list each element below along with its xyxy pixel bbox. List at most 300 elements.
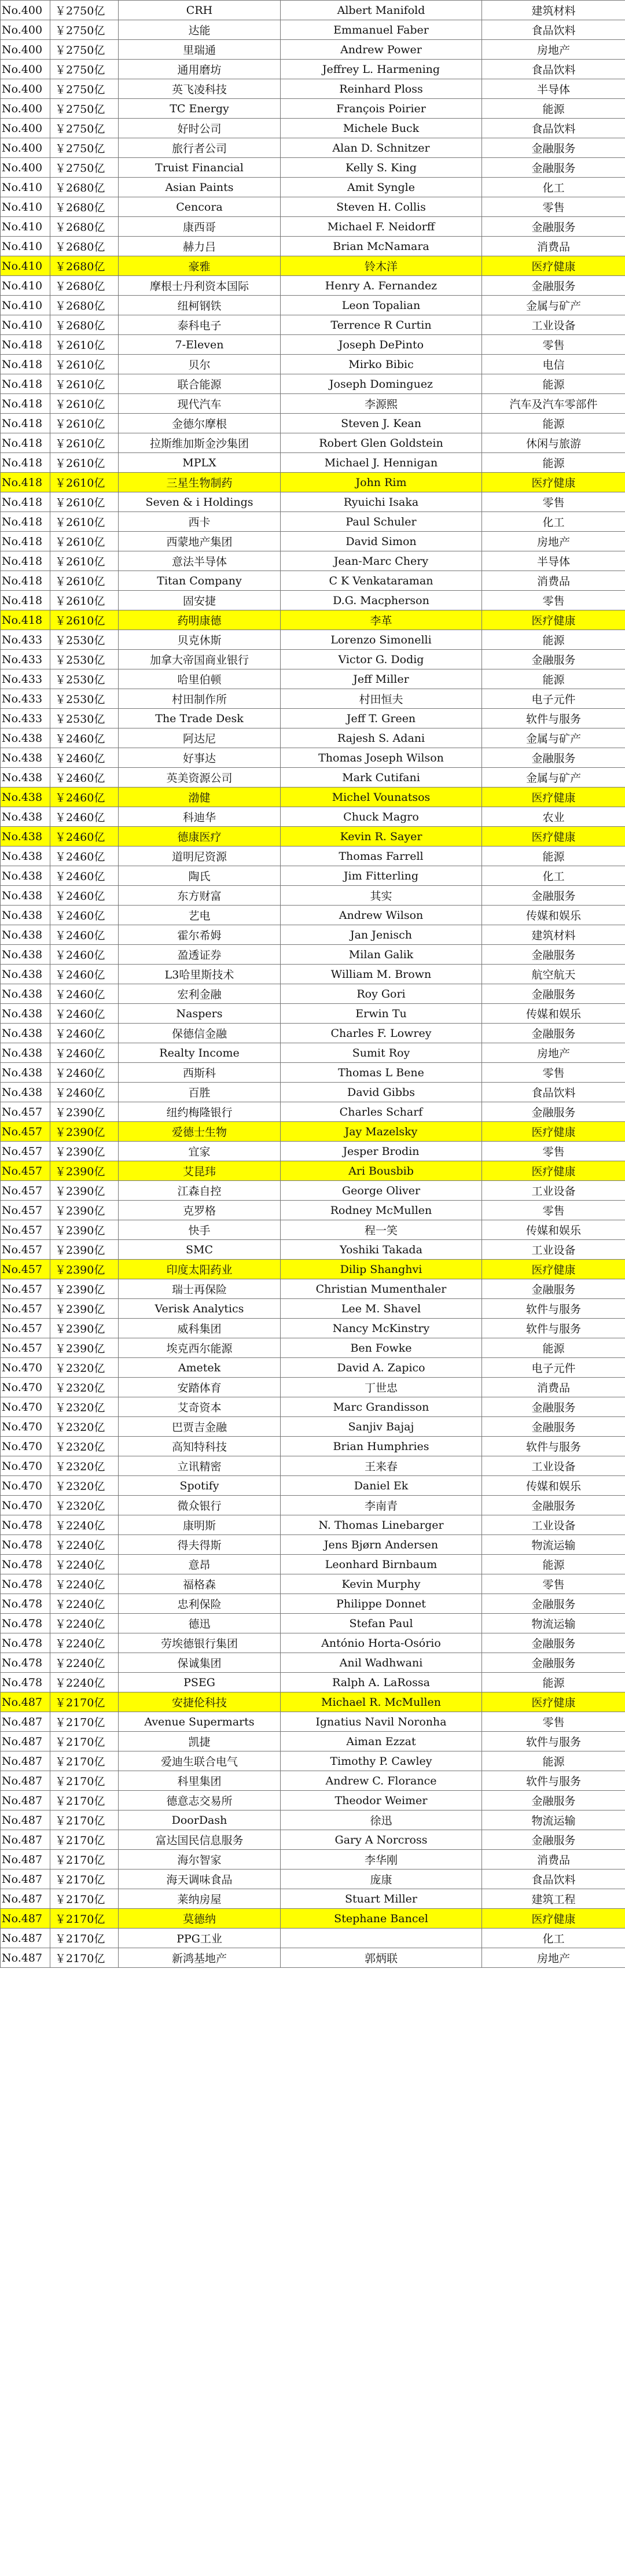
rank-cell: No.418	[1, 512, 50, 532]
rank-cell: No.418	[1, 414, 50, 433]
net-worth-cell: ￥2610亿	[50, 591, 119, 610]
table-row	[1, 1358, 625, 1378]
table-row	[1, 1555, 625, 1574]
person-cell: Michael J. Hennigan	[281, 453, 482, 473]
net-worth-cell: ￥2390亿	[50, 1240, 119, 1260]
table-row	[1, 551, 625, 571]
person-cell: Michel Vounatsos	[281, 787, 482, 807]
net-worth-cell: ￥2170亿	[50, 1929, 119, 1948]
industry-cell: 金融服务	[482, 650, 625, 669]
person-cell: Dilip Shanghvi	[281, 1260, 482, 1279]
person-cell: Jan Jenisch	[281, 925, 482, 945]
person-cell: Amit Syngle	[281, 178, 482, 197]
rank-cell: No.487	[1, 1692, 50, 1712]
rank-cell: No.470	[1, 1358, 50, 1378]
company-cell: PPG工业	[119, 1929, 281, 1948]
company-cell: 印度太阳药业	[119, 1260, 281, 1279]
company-cell: 海尔智家	[119, 1850, 281, 1870]
person-cell: William M. Brown	[281, 965, 482, 984]
rank-cell: No.487	[1, 1791, 50, 1810]
person-cell: Andrew Power	[281, 40, 482, 60]
table-row	[1, 1456, 625, 1476]
industry-cell: 软件与服务	[482, 1732, 625, 1751]
net-worth-cell: ￥2240亿	[50, 1515, 119, 1535]
company-cell: 富达国民信息服务	[119, 1830, 281, 1850]
net-worth-cell: ￥2390亿	[50, 1122, 119, 1142]
person-cell: Aiman Ezzat	[281, 1732, 482, 1751]
company-cell: 现代汽车	[119, 394, 281, 414]
person-cell: Thomas Farrell	[281, 847, 482, 866]
net-worth-cell: ￥2610亿	[50, 512, 119, 532]
industry-cell: 金融服务	[482, 1417, 625, 1437]
rank-cell: No.410	[1, 315, 50, 335]
table-row	[1, 709, 625, 728]
person-cell: Anil Wadhwani	[281, 1653, 482, 1673]
net-worth-cell: ￥2240亿	[50, 1555, 119, 1574]
net-worth-cell: ￥2610亿	[50, 433, 119, 453]
table-row	[1, 1732, 625, 1751]
rank-cell: No.418	[1, 335, 50, 355]
net-worth-cell: ￥2680亿	[50, 237, 119, 256]
company-cell: 德意志交易所	[119, 1791, 281, 1810]
company-cell: 安捷伦科技	[119, 1692, 281, 1712]
rank-cell: No.457	[1, 1201, 50, 1220]
industry-cell: 食品饮料	[482, 1083, 625, 1102]
rank-cell: No.478	[1, 1633, 50, 1653]
rank-cell: No.438	[1, 965, 50, 984]
industry-cell: 化工	[482, 178, 625, 197]
company-cell: 艾奇资本	[119, 1397, 281, 1417]
company-cell: 凯捷	[119, 1732, 281, 1751]
person-cell: Sanjiv Bajaj	[281, 1417, 482, 1437]
table-row	[1, 119, 625, 138]
industry-cell: 电子元件	[482, 689, 625, 709]
rank-cell: No.457	[1, 1220, 50, 1240]
rank-cell: No.400	[1, 119, 50, 138]
company-cell: Truist Financial	[119, 158, 281, 178]
net-worth-cell: ￥2530亿	[50, 709, 119, 728]
industry-cell: 工业设备	[482, 1515, 625, 1535]
rank-cell: No.400	[1, 60, 50, 79]
industry-cell: 化工	[482, 1929, 625, 1948]
person-cell: Rajesh S. Adani	[281, 728, 482, 748]
net-worth-cell: ￥2750亿	[50, 60, 119, 79]
net-worth-cell: ￥2460亿	[50, 827, 119, 847]
rank-cell: No.400	[1, 1, 50, 20]
industry-cell: 医疗健康	[482, 1161, 625, 1181]
industry-cell: 零售	[482, 1201, 625, 1220]
rank-cell: No.470	[1, 1476, 50, 1496]
industry-cell: 能源	[482, 99, 625, 119]
rank-cell: No.478	[1, 1574, 50, 1594]
person-cell: François Poirier	[281, 99, 482, 119]
industry-cell: 金融服务	[482, 1024, 625, 1043]
industry-cell: 消费品	[482, 237, 625, 256]
industry-cell: 医疗健康	[482, 473, 625, 492]
industry-cell: 金融服务	[482, 158, 625, 178]
net-worth-cell: ￥2390亿	[50, 1279, 119, 1299]
person-cell: Jeff Miller	[281, 669, 482, 689]
industry-cell: 工业设备	[482, 1240, 625, 1260]
table-row	[1, 1535, 625, 1555]
net-worth-cell: ￥2170亿	[50, 1830, 119, 1850]
person-cell: 丁世忠	[281, 1378, 482, 1397]
net-worth-cell: ￥2320亿	[50, 1358, 119, 1378]
rank-cell: No.470	[1, 1417, 50, 1437]
table-row	[1, 610, 625, 630]
company-cell: Spotify	[119, 1476, 281, 1496]
company-cell: TC Energy	[119, 99, 281, 119]
person-cell: António Horta-Osório	[281, 1633, 482, 1653]
rank-cell: No.470	[1, 1456, 50, 1476]
table-row	[1, 748, 625, 768]
company-cell: 贝克休斯	[119, 630, 281, 650]
table-row	[1, 1220, 625, 1240]
person-cell: Mark Cutifani	[281, 768, 482, 787]
company-cell: 福格森	[119, 1574, 281, 1594]
industry-cell: 物流运输	[482, 1535, 625, 1555]
net-worth-cell: ￥2750亿	[50, 1, 119, 20]
company-cell: 贝尔	[119, 355, 281, 374]
rank-cell: No.457	[1, 1240, 50, 1260]
person-cell: Stephane Bancel	[281, 1909, 482, 1929]
net-worth-cell: ￥2170亿	[50, 1791, 119, 1810]
rank-cell: No.438	[1, 906, 50, 925]
industry-cell: 能源	[482, 1555, 625, 1574]
rank-cell: No.487	[1, 1889, 50, 1909]
table-row	[1, 1437, 625, 1456]
industry-cell: 零售	[482, 335, 625, 355]
table-row	[1, 276, 625, 296]
rank-cell: No.418	[1, 473, 50, 492]
net-worth-cell: ￥2390亿	[50, 1299, 119, 1319]
person-cell: Lorenzo Simonelli	[281, 630, 482, 650]
rank-cell: No.457	[1, 1102, 50, 1122]
rank-cell: No.400	[1, 40, 50, 60]
table-row	[1, 1240, 625, 1260]
industry-cell: 医疗健康	[482, 787, 625, 807]
rank-cell: No.438	[1, 866, 50, 886]
rank-cell: No.487	[1, 1810, 50, 1830]
table-row	[1, 1476, 625, 1496]
company-cell: CRH	[119, 1, 281, 20]
table-row	[1, 650, 625, 669]
rank-cell: No.438	[1, 807, 50, 827]
table-row	[1, 197, 625, 217]
company-cell: 拉斯维加斯金沙集团	[119, 433, 281, 453]
industry-cell: 食品饮料	[482, 1870, 625, 1889]
table-row	[1, 60, 625, 79]
net-worth-cell: ￥2680亿	[50, 178, 119, 197]
net-worth-cell: ￥2460亿	[50, 1004, 119, 1024]
net-worth-cell: ￥2240亿	[50, 1653, 119, 1673]
company-cell: 康明斯	[119, 1515, 281, 1535]
person-cell: Sumit Roy	[281, 1043, 482, 1063]
person-cell: Jesper Brodin	[281, 1142, 482, 1161]
industry-cell: 传媒和娱乐	[482, 1004, 625, 1024]
person-cell: Andrew C. Florance	[281, 1771, 482, 1791]
table-row	[1, 1319, 625, 1338]
net-worth-cell: ￥2460亿	[50, 748, 119, 768]
company-cell: Naspers	[119, 1004, 281, 1024]
company-cell: 科里集团	[119, 1771, 281, 1791]
rank-cell: No.457	[1, 1299, 50, 1319]
industry-cell: 房地产	[482, 1043, 625, 1063]
person-cell: 郭炳联	[281, 1948, 482, 1968]
industry-cell: 金融服务	[482, 1496, 625, 1515]
industry-cell: 工业设备	[482, 1456, 625, 1476]
company-cell: 忠利保险	[119, 1594, 281, 1614]
company-cell: 微众银行	[119, 1496, 281, 1515]
person-cell: Yoshiki Takada	[281, 1240, 482, 1260]
company-cell: 康西哥	[119, 217, 281, 237]
table-row	[1, 1417, 625, 1437]
net-worth-cell: ￥2460亿	[50, 768, 119, 787]
table-row	[1, 1004, 625, 1024]
person-cell: Rodney McMullen	[281, 1201, 482, 1220]
net-worth-cell: ￥2240亿	[50, 1594, 119, 1614]
rank-cell: No.433	[1, 709, 50, 728]
rank-cell: No.410	[1, 197, 50, 217]
person-cell: Mirko Bibic	[281, 355, 482, 374]
industry-cell: 金融服务	[482, 945, 625, 965]
net-worth-cell: ￥2170亿	[50, 1889, 119, 1909]
industry-cell: 金融服务	[482, 748, 625, 768]
company-cell: 得夫得斯	[119, 1535, 281, 1555]
industry-cell: 零售	[482, 591, 625, 610]
table-row	[1, 1142, 625, 1161]
company-cell: 赫力吕	[119, 237, 281, 256]
table-row	[1, 1870, 625, 1889]
table-row	[1, 1653, 625, 1673]
net-worth-cell: ￥2170亿	[50, 1948, 119, 1968]
table-row	[1, 906, 625, 925]
company-cell: Ametek	[119, 1358, 281, 1378]
person-cell: Jean-Marc Chery	[281, 551, 482, 571]
net-worth-cell: ￥2170亿	[50, 1870, 119, 1889]
industry-cell: 建筑材料	[482, 925, 625, 945]
net-worth-cell: ￥2240亿	[50, 1614, 119, 1633]
company-cell: PSEG	[119, 1673, 281, 1692]
rank-cell: No.438	[1, 984, 50, 1004]
industry-cell: 消费品	[482, 1850, 625, 1870]
industry-cell: 金融服务	[482, 1791, 625, 1810]
table-row	[1, 79, 625, 99]
rank-cell: No.410	[1, 237, 50, 256]
table-row	[1, 1614, 625, 1633]
net-worth-cell: ￥2170亿	[50, 1810, 119, 1830]
rank-cell: No.418	[1, 492, 50, 512]
rank-cell: No.438	[1, 787, 50, 807]
industry-cell: 半导体	[482, 79, 625, 99]
table-row	[1, 532, 625, 551]
table-row	[1, 886, 625, 906]
person-cell: Kelly S. King	[281, 158, 482, 178]
person-cell: Emmanuel Faber	[281, 20, 482, 40]
industry-cell: 能源	[482, 1751, 625, 1771]
table-row	[1, 1810, 625, 1830]
net-worth-cell: ￥2460亿	[50, 807, 119, 827]
rank-cell: No.478	[1, 1555, 50, 1574]
net-worth-cell: ￥2320亿	[50, 1437, 119, 1456]
table-row	[1, 1024, 625, 1043]
person-cell: Leon Topalian	[281, 296, 482, 315]
net-worth-cell: ￥2460亿	[50, 906, 119, 925]
person-cell: Jens Bjørn Andersen	[281, 1535, 482, 1555]
company-cell: 立讯精密	[119, 1456, 281, 1476]
company-cell: Avenue Supermarts	[119, 1712, 281, 1732]
person-cell: C K Venkataraman	[281, 571, 482, 591]
rank-cell: No.400	[1, 138, 50, 158]
net-worth-cell: ￥2610亿	[50, 571, 119, 591]
industry-cell: 食品饮料	[482, 119, 625, 138]
company-cell: 摩根士丹利资本国际	[119, 276, 281, 296]
company-cell: 霍尔希姆	[119, 925, 281, 945]
person-cell: 王来春	[281, 1456, 482, 1476]
table-row	[1, 689, 625, 709]
net-worth-cell: ￥2170亿	[50, 1850, 119, 1870]
person-cell: 庞康	[281, 1870, 482, 1889]
company-cell: 好事达	[119, 748, 281, 768]
person-cell: David Simon	[281, 532, 482, 551]
rank-cell: No.457	[1, 1122, 50, 1142]
rank-cell: No.410	[1, 178, 50, 197]
company-cell: 莫德纳	[119, 1909, 281, 1929]
table-row	[1, 1948, 625, 1968]
company-cell: 克罗格	[119, 1201, 281, 1220]
rank-cell: No.478	[1, 1515, 50, 1535]
company-cell: 新鸿基地产	[119, 1948, 281, 1968]
rank-cell: No.418	[1, 532, 50, 551]
company-cell: 西斯科	[119, 1063, 281, 1083]
person-cell: Joseph DePinto	[281, 335, 482, 355]
net-worth-cell: ￥2610亿	[50, 453, 119, 473]
person-cell: Gary A Norcross	[281, 1830, 482, 1850]
company-cell: 瑞士再保险	[119, 1279, 281, 1299]
industry-cell: 金属与矿产	[482, 728, 625, 748]
company-cell: 保德信金融	[119, 1024, 281, 1043]
table-row	[1, 1043, 625, 1063]
company-cell: 加拿大帝国商业银行	[119, 650, 281, 669]
person-cell: Alan D. Schnitzer	[281, 138, 482, 158]
industry-cell: 工业设备	[482, 1181, 625, 1201]
person-cell: Charles F. Lowrey	[281, 1024, 482, 1043]
industry-cell: 零售	[482, 1063, 625, 1083]
company-cell: 达能	[119, 20, 281, 40]
table-row	[1, 1692, 625, 1712]
rank-cell: No.410	[1, 276, 50, 296]
rank-cell: No.470	[1, 1397, 50, 1417]
net-worth-cell: ￥2460亿	[50, 965, 119, 984]
net-worth-cell: ￥2750亿	[50, 119, 119, 138]
table-row	[1, 1338, 625, 1358]
rank-cell: No.438	[1, 945, 50, 965]
rank-cell: No.438	[1, 1004, 50, 1024]
industry-cell: 传媒和娱乐	[482, 906, 625, 925]
table-row	[1, 1515, 625, 1535]
person-cell: Terrence R Curtin	[281, 315, 482, 335]
net-worth-cell: ￥2390亿	[50, 1181, 119, 1201]
net-worth-cell: ￥2320亿	[50, 1397, 119, 1417]
net-worth-cell: ￥2530亿	[50, 689, 119, 709]
company-cell: 英飞凌科技	[119, 79, 281, 99]
industry-cell: 能源	[482, 630, 625, 650]
industry-cell: 金融服务	[482, 1830, 625, 1850]
net-worth-cell: ￥2390亿	[50, 1142, 119, 1161]
company-cell: 金德尔摩根	[119, 414, 281, 433]
industry-cell: 房地产	[482, 40, 625, 60]
company-cell: 好时公司	[119, 119, 281, 138]
net-worth-cell: ￥2170亿	[50, 1751, 119, 1771]
rank-cell: No.487	[1, 1751, 50, 1771]
rank-cell: No.457	[1, 1260, 50, 1279]
industry-cell: 能源	[482, 374, 625, 394]
net-worth-cell: ￥2240亿	[50, 1633, 119, 1653]
rank-cell: No.438	[1, 1024, 50, 1043]
company-cell: DoorDash	[119, 1810, 281, 1830]
net-worth-cell: ￥2610亿	[50, 335, 119, 355]
company-cell: 泰科电子	[119, 315, 281, 335]
net-worth-cell: ￥2750亿	[50, 79, 119, 99]
table-row	[1, 1909, 625, 1929]
industry-cell: 软件与服务	[482, 709, 625, 728]
person-cell: Steven H. Collis	[281, 197, 482, 217]
table-row	[1, 1201, 625, 1220]
person-cell: George Oliver	[281, 1181, 482, 1201]
industry-cell: 金属与矿产	[482, 296, 625, 315]
table-row	[1, 492, 625, 512]
rank-cell: No.457	[1, 1279, 50, 1299]
person-cell: Philippe Donnet	[281, 1594, 482, 1614]
person-cell: Theodor Weimer	[281, 1791, 482, 1810]
industry-cell: 能源	[482, 414, 625, 433]
person-cell: Robert Glen Goldstein	[281, 433, 482, 453]
net-worth-cell: ￥2390亿	[50, 1161, 119, 1181]
net-worth-cell: ￥2610亿	[50, 355, 119, 374]
person-cell: Ralph A. LaRossa	[281, 1673, 482, 1692]
company-cell: 安踏体育	[119, 1378, 281, 1397]
person-cell: 李华刚	[281, 1850, 482, 1870]
table-row	[1, 1673, 625, 1692]
net-worth-cell: ￥2460亿	[50, 925, 119, 945]
net-worth-cell: ￥2390亿	[50, 1220, 119, 1240]
company-cell: 里瑞通	[119, 40, 281, 60]
rank-cell: No.400	[1, 79, 50, 99]
person-cell: Reinhard Ploss	[281, 79, 482, 99]
person-cell: Lee M. Shavel	[281, 1299, 482, 1319]
rank-cell: No.433	[1, 689, 50, 709]
table-row	[1, 1771, 625, 1791]
table-row	[1, 394, 625, 414]
net-worth-cell: ￥2460亿	[50, 945, 119, 965]
rank-cell: No.487	[1, 1830, 50, 1850]
rank-cell: No.433	[1, 650, 50, 669]
net-worth-cell: ￥2750亿	[50, 158, 119, 178]
rank-cell: No.410	[1, 256, 50, 276]
company-cell: 盈透证券	[119, 945, 281, 965]
rank-cell: No.400	[1, 99, 50, 119]
company-cell: 通用磨坊	[119, 60, 281, 79]
person-cell: 村田恒夫	[281, 689, 482, 709]
ranking-table-body	[1, 1, 625, 1968]
person-cell: Stuart Miller	[281, 1889, 482, 1909]
industry-cell: 电子元件	[482, 1358, 625, 1378]
company-cell: 保诚集团	[119, 1653, 281, 1673]
net-worth-cell: ￥2390亿	[50, 1102, 119, 1122]
person-cell: 李南青	[281, 1496, 482, 1515]
company-cell: Titan Company	[119, 571, 281, 591]
net-worth-cell: ￥2460亿	[50, 847, 119, 866]
